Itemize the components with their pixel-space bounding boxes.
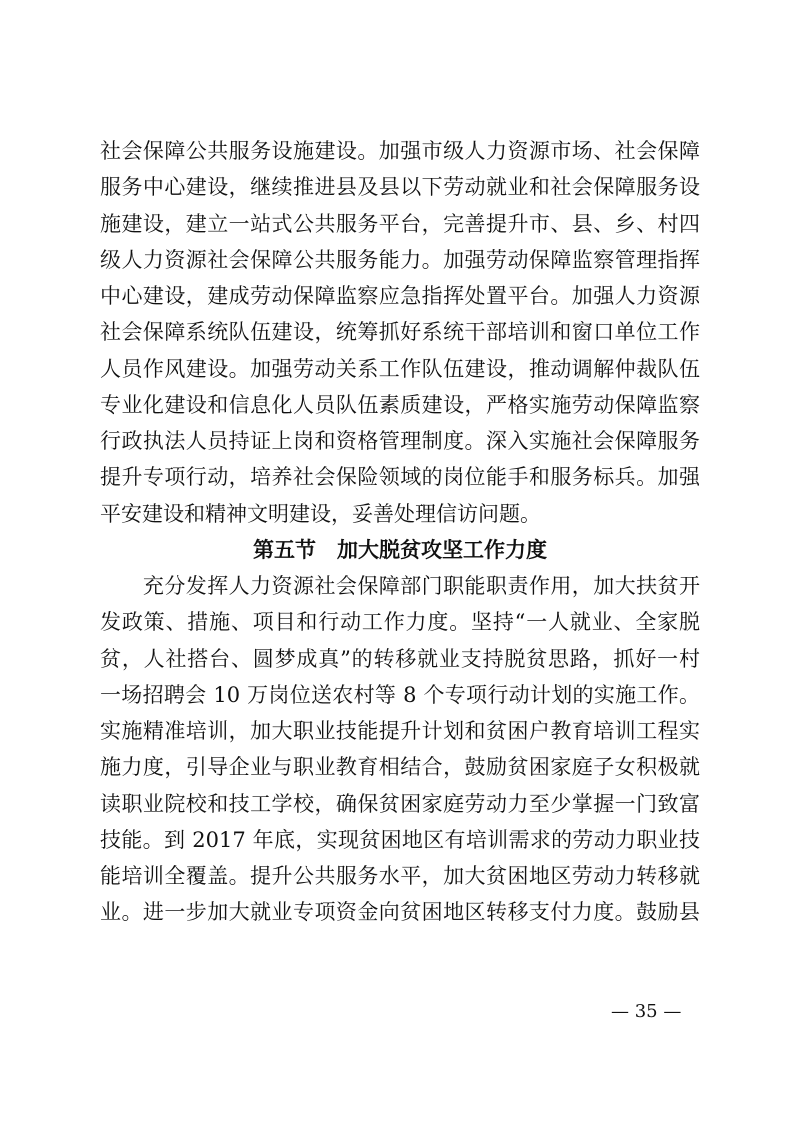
page-number: — 35 — — [611, 1001, 682, 1022]
text-line: 实施精准培训，加大职业技能提升计划和贫困户教育培训工程实 — [100, 719, 700, 743]
text-line: 专业化建设和信息化人员队伍素质建设，严格实施劳动保障监察 — [100, 392, 700, 417]
text-line: 社会保障公共服务设施建设。加强市级人力资源市场、社会保障 — [100, 139, 700, 163]
text-line: 中心建设，建成劳动保障监察应急指挥处置平台。加强人力资源 — [100, 284, 700, 308]
text-line: 读职业院校和技工学校，确保贫困家庭劳动力至少掌握一门致富 — [100, 791, 700, 816]
text-line: 提升专项行动，培养社会保险领域的岗位能手和服务标兵。加强 — [100, 465, 700, 490]
text-line: 级人力资源社会保障公共服务能力。加强劳动保障监察管理指挥 — [100, 247, 700, 272]
text-line: 能培训全覆盖。提升公共服务水平，加大贫困地区劳动力转移就 — [100, 864, 700, 888]
text-line: 充分发挥人力资源社会保障部门职能职责作用，加大扶贫开 — [100, 574, 700, 598]
text-line: 社会保障系统队伍建设，统筹抓好系统干部培训和窗口单位工作 — [100, 320, 700, 345]
text-line: 施建设，建立一站式公共服务平台，完善提升市、县、乡、村四 — [100, 211, 700, 236]
text-line: 施力度，引导企业与职业教育相结合，鼓励贫困家庭子女积极就 — [100, 755, 700, 780]
document-body — [100, 140, 700, 938]
text-line: 业。进一步加大就业专项资金向贫困地区转移支付力度。鼓励县 — [100, 900, 700, 925]
text-line: 贫，人社搭台、圆梦成真”的转移就业支持脱贫思路，抓好一村 — [100, 646, 700, 671]
text-line: 服务中心建设，继续推进县及县以下劳动就业和社会保障服务设 — [100, 175, 700, 200]
paragraph-poverty-alleviation — [100, 575, 700, 923]
text-line: 技能。到 2017 年底，实现贫困地区有培训需求的劳动力职业技 — [100, 827, 700, 852]
text-line: 人员作风建设。加强劳动关系工作队伍建设，推动调解仲裁队伍 — [100, 356, 700, 381]
paragraph-social-security-services — [100, 140, 700, 525]
text-line: 行政执法人员持证上岗和资格管理制度。深入实施社会保障服务 — [100, 429, 700, 453]
text-line: 平安建设和精神文明建设，妥善处理信访问题。 — [100, 501, 541, 526]
text-line: 发政策、措施、项目和行动工作力度。坚持“一人就业、全家脱 — [100, 610, 700, 635]
text-line: 一场招聘会 10 万岗位送农村等 8 个专项行动计划的实施工作。 — [100, 682, 700, 707]
section-heading: 第五节 加大脱贫攻坚工作力度 — [253, 537, 547, 562]
